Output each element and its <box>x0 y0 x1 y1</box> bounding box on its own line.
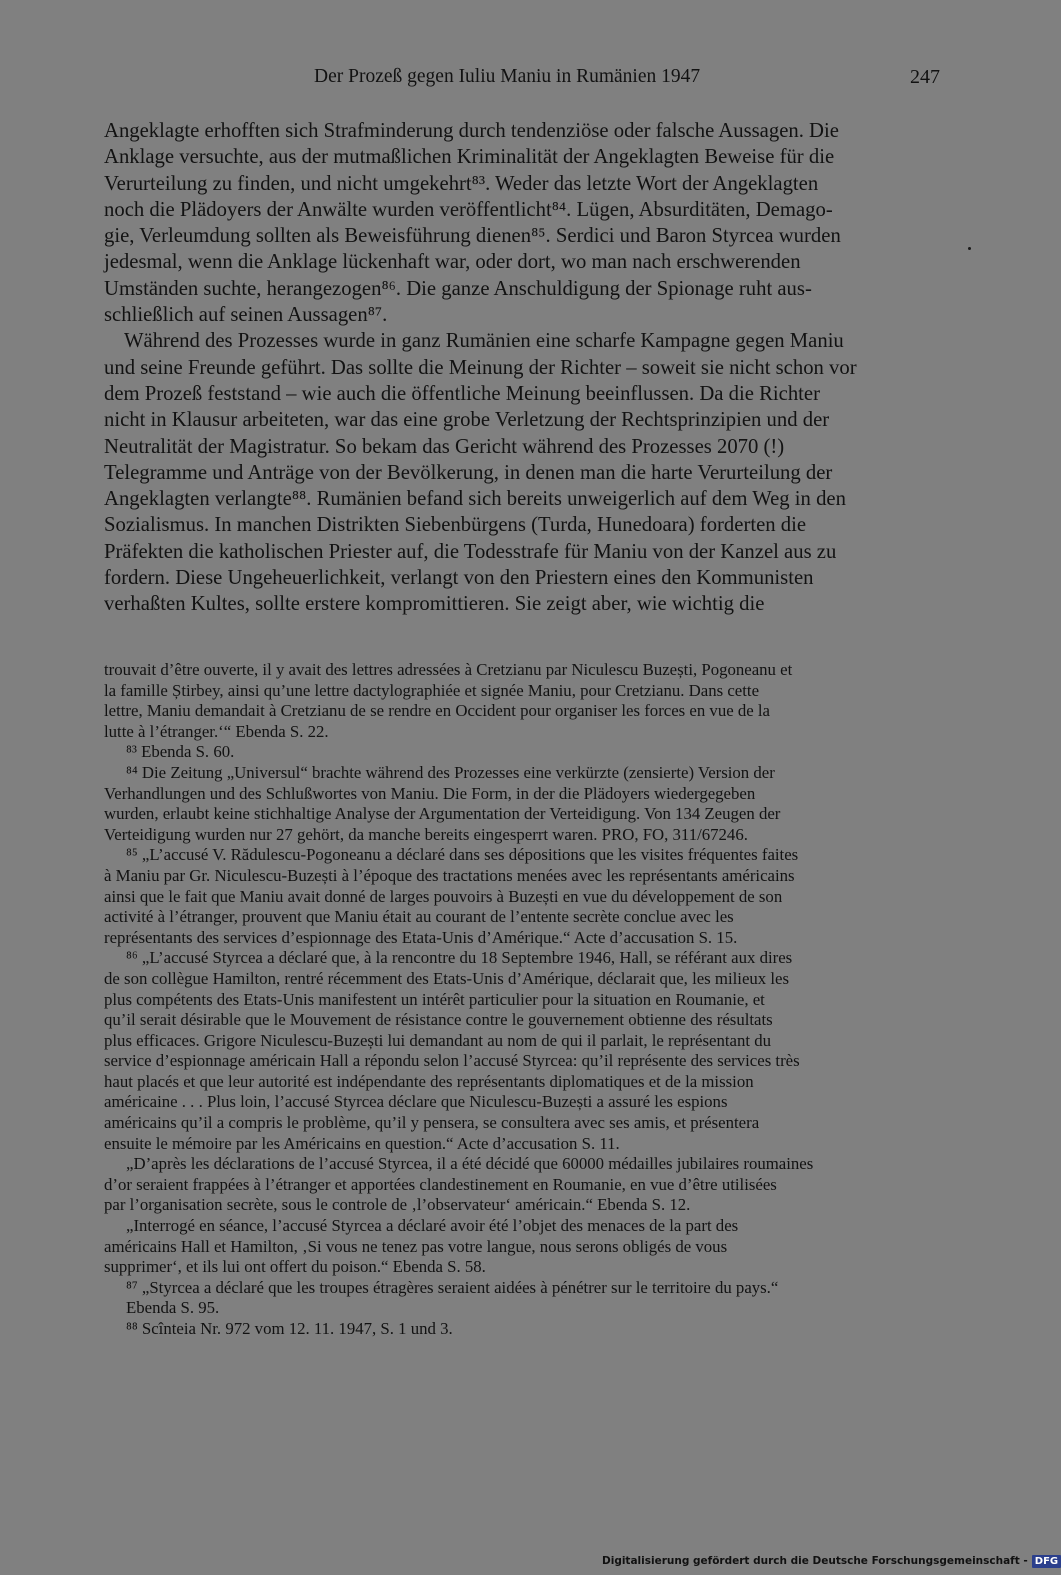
footnote-line: plus compétents des Etats-Unis manifestent un intérêt particulier pour la situation en Roumanie, et <box>104 989 765 1009</box>
footnote-line: wurden, erlaubt keine stichhaltige Analyse der Argumentation der Verteidigung. Von 134 Zeugen der <box>104 804 781 824</box>
body-line: Umständen suchte, herangezogen⁸⁶. Die ganze Anschuldigung der Spionage ruht aus- <box>104 277 812 300</box>
footnote-line: activité à l’étranger, prouvent que Maniu était au courant de l’entente secrète conclue avec les <box>104 907 734 927</box>
footnote-83: ⁸³ Ebenda S. 60. <box>126 742 235 762</box>
footnote-line: lettre, Maniu demandait à Cretzianu de se rendre en Occident pour organiser les forces en vue de la <box>104 701 771 721</box>
footnote-85: ⁸⁵ „L’accusé V. Rădulescu-Pogoneanu a déclaré dans ses dépositions que les visites fréquentes faites <box>126 845 799 865</box>
footnote-line: de son collègue Hamilton, rentré récemment des Etats-Unis d’Amérique, déclarait que, les milieux les <box>104 968 790 988</box>
footnote-line: lutte à l’étranger.‘“ Ebenda S. 22. <box>104 721 329 741</box>
running-header <box>104 66 940 96</box>
body-line: noch die Plädoyers der Anwälte wurden veröffentlicht⁸⁴. Lügen, Absurditäten, Demago- <box>104 198 833 221</box>
footnote-line: qu’il serait désirable que le Mouvement de résistance contre le gouvernement obtienne des résultats <box>104 1010 773 1030</box>
footnote-line: trouvait d’être ouverte, il y avait des lettres adressées à Cretzianu par Niculescu Buzești, Pogoneanu et <box>104 660 793 679</box>
footnote-line: Verteidigung wurden nur 27 gehört, da manche bereits eingesperrt waren. PRO, FO, 311/67246. <box>104 824 748 844</box>
footnote-line: à Maniu par Gr. Niculescu-Buzești à l’époque des tractations menées avec les représentants américains <box>104 865 795 885</box>
scan-speck <box>968 247 971 250</box>
dfg-logo: DFG <box>1032 1555 1061 1568</box>
body-line: Sozialismus. In manchen Distrikten Siebenbürgens (Turda, Hunedoara) forderten die <box>104 514 807 537</box>
body-line: Angeklagte erhofften sich Strafminderung durch tendenziöse oder falsche Aussagen. Die <box>104 120 839 142</box>
body-line: Angeklagten verlangte⁸⁸. Rumänien befand sich bereits unweigerlich auf dem Weg in den <box>104 488 846 511</box>
footnote-line: „Interrogé en séance, l’accusé Styrcea a déclaré avoir été l’objet des menaces de la part des <box>126 1216 739 1236</box>
footnote-line: américains qu’il a compris le problème, qu’il y pensera, se consultera avec ses amis, et présentera <box>104 1113 760 1133</box>
footnote-line: service d’espionnage américain Hall a répondu selon l’accusé Styrcea: qu’il représente des services très <box>104 1051 800 1071</box>
body-line: Während des Prozesses wurde in ganz Rumänien eine scharfe Kampagne gegen Maniu <box>124 330 844 353</box>
body-line: und seine Freunde geführt. Das sollte die Meinung der Richter – soweit sie nicht schon vor <box>104 356 857 379</box>
body-line: verhaßten Kultes, sollte erstere kompromittieren. Sie zeigt aber, wie wichtig die <box>104 593 765 616</box>
running-title: Der Prozeß gegen Iuliu Maniu in Rumänien 1947 <box>314 66 701 87</box>
footnote-line: ensuite le mémoire par les Américains en question.“ Acte d’accusation S. 11. <box>104 1133 620 1153</box>
footnotes <box>104 660 942 1340</box>
footnote-line: supprimer‘, et ils lui ont offert du poison.“ Ebenda S. 58. <box>104 1257 486 1277</box>
footnote-line: ainsi que le fait que Maniu avait donné de larges pouvoirs à Buzești en vue du développement de son <box>104 886 783 906</box>
footnote-line: Verhandlungen und des Schlußwortes von Maniu. Die Form, in der die Plädoyers wiedergegeben <box>104 783 756 803</box>
footnote-line: américains Hall et Hamilton, ‚Si vous ne tenez pas votre langue, nous serons obligés de vous <box>104 1236 728 1256</box>
footnote-line: haut placés et que leur autorité est indépendante des représentants diplomatiques et de la mission <box>104 1071 754 1091</box>
footnote-line: par l’organisation secrète, sous le controle de ‚l’observateur‘ américain.“ Ebenda S. 12. <box>104 1195 691 1215</box>
body-line: Telegramme und Anträge von der Bevölkerung, in denen man die harte Verurteilung der <box>104 461 833 484</box>
footnote-line: représentants des services d’espionnage des Etata-Unis d’Amérique.“ Acte d’accusation S. 15. <box>104 927 738 947</box>
footnote-84: ⁸⁴ Die Zeitung „Universul“ brachte während des Prozesses eine verkürzte (zensierte) Version der <box>126 762 775 782</box>
body-line: Anklage versuchte, aus der mutmaßlichen Kriminalität der Angeklagten Beweise für die <box>104 146 835 169</box>
footnote-88: ⁸⁸ Scînteia Nr. 972 vom 12. 11. 1947, S. 1 und 3. <box>126 1319 453 1338</box>
body-text <box>104 118 942 618</box>
footnote-87: ⁸⁷ „Styrcea a déclaré que les troupes étragères seraient aidées à pénétrer sur le territoire du pays.“ <box>126 1277 779 1297</box>
body-line: jedesmal, wenn die Anklage lückenhaft war, oder dort, wo man nach erschwerenden <box>104 251 801 274</box>
page-number: 247 <box>910 66 940 88</box>
body-line: fordern. Diese Ungeheuerlichkeit, verlangt von den Priestern eines den Kommunisten <box>104 567 814 590</box>
footnote-86: ⁸⁶ „L’accusé Styrcea a déclaré que, à la rencontre du 18 Septembre 1946, Hall, se référant aux dires <box>126 948 793 968</box>
body-line: dem Prozeß feststand – wie auch die öffentliche Meinung beeinflussen. Da die Richter <box>104 382 820 405</box>
body-line: schließlich auf seinen Aussagen⁸⁷. <box>104 304 388 327</box>
footnote-line: Ebenda S. 95. <box>126 1298 220 1318</box>
digitization-footer <box>602 1552 1061 1570</box>
footnote-line: plus efficaces. Grigore Niculescu-Buzești lui demandant au nom de qui il parlait, le représentant du <box>104 1030 771 1050</box>
footnote-line: „D’après les déclarations de l’accusé Styrcea, il a été décidé que 60000 médailles jubilaires roumaines <box>126 1154 814 1174</box>
footnote-line: d’or seraient frappées à l’étranger et apportées clandestinement en Roumanie, en vue d’être utilisées <box>104 1174 777 1194</box>
body-line: Neutralität der Magistratur. So bekam das Gericht während des Prozesses 2070 (!) <box>104 435 785 458</box>
body-line: Verurteilung zu finden, und nicht umgekehrt⁸³. Weder das letzte Wort der Angeklagten <box>104 172 819 195</box>
footer-text: Digitalisierung gefördert durch die Deutsche Forschungsgemeinschaft - <box>602 1555 1028 1567</box>
body-line: nicht in Klausur arbeiteten, war das eine grobe Verletzung der Rechtsprinzipien und der <box>104 409 830 432</box>
body-line: gie, Verleumdung sollten als Beweisführung dienen⁸⁵. Serdici und Baron Styrcea wurden <box>104 225 841 248</box>
footnote-line: américaine . . . Plus loin, l’accusé Styrcea déclare que Niculescu-Buzești a assuré les espions <box>104 1092 728 1112</box>
body-line: Präfekten die katholischen Priester auf, die Todesstrafe für Maniu von der Kanzel aus zu <box>104 540 837 563</box>
footnote-line: la famille Știrbey, ainsi qu’une lettre dactylographiée et signée Maniu, pour Cretzianu. Dans cette <box>104 680 760 700</box>
